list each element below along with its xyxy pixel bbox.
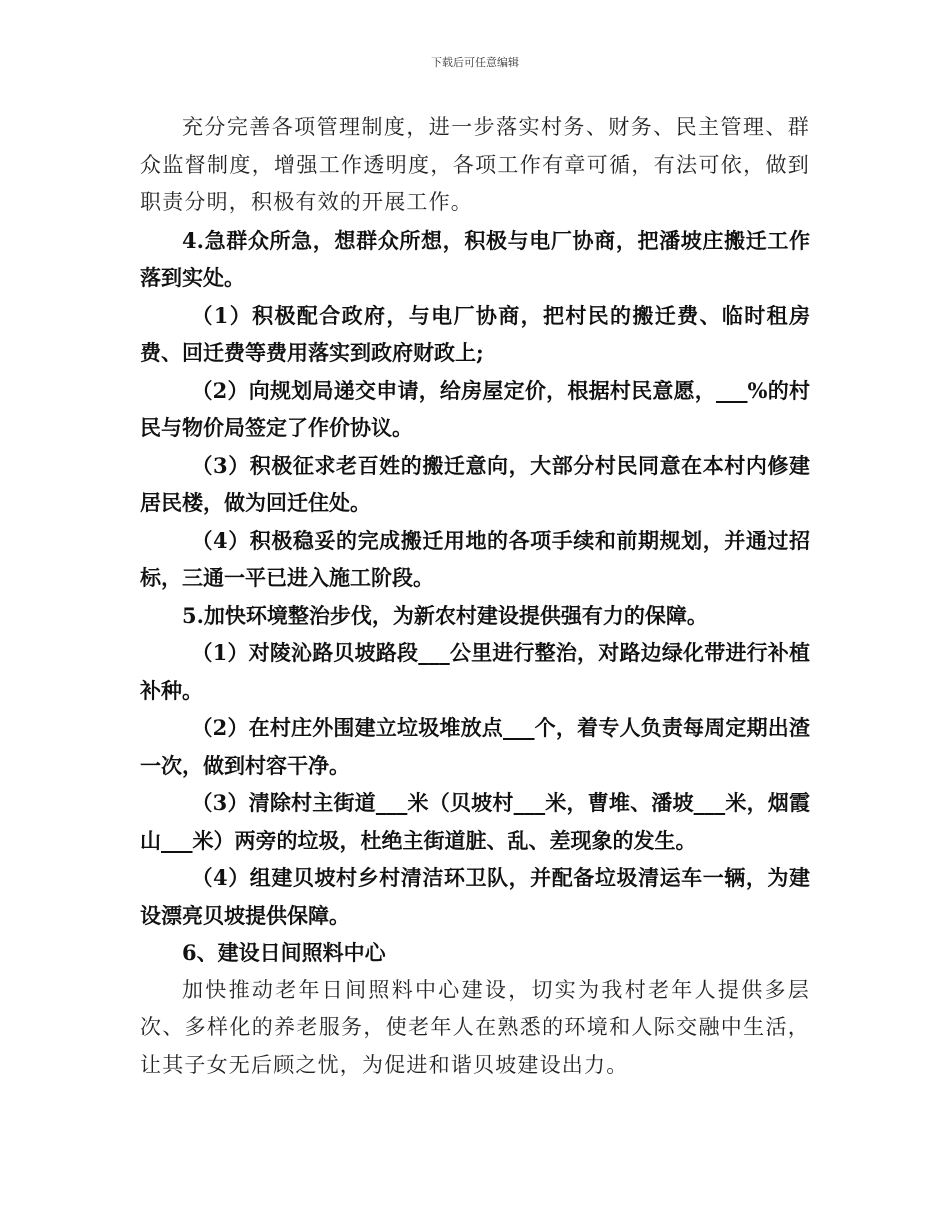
list-item: （3）积极征求老百姓的搬迁意向，大部分村民同意在本村内修建居民楼，做为回迁住处。 [140,452,810,515]
list-item: （1）对陵沁路贝坡路段___公里进行整治，对路边绿化带进行补植补种。 [140,640,810,703]
list-item: （4）积极稳妥的完成搬迁用地的各项手续和前期规划，并通过招标，三通一平已进入施工阶段。 [140,527,810,590]
document-body [140,109,810,1084]
list-item: （1）积极配合政府，与电厂协商，把村民的搬迁费、临时租房费、回迁费等费用落实到政府财政上; [140,302,810,365]
section-heading: 5.加快环境整治步伐，为新农村建设提供强有力的保障。 [182,602,708,628]
list-item: （4）组建贝坡村乡村清洁环卫队，并配备垃圾清运车一辆，为建设漂亮贝坡提供保障。 [140,865,810,928]
section-heading: 4.急群众所急，想群众所想，积极与电厂协商，把潘坡庄搬迁工作落到实处。 [140,227,810,290]
page-header: 下载后可任意编辑 [431,56,519,69]
paragraph: 加快推动老年日间照料中心建设，切实为我村老年人提供多层次、多样化的养老服务，使老年人在熟悉的环境和人际交融中生活，让其子女无后顾之忧，为促进和谐贝坡建设出力。 [140,977,810,1077]
section-heading: 6、建设日间照料中心 [182,940,386,965]
list-item: （2）在村庄外围建立垃圾堆放点___个，着专人负责每周定期出渣一次，做到村容干净。 [140,715,810,778]
list-item: （3）清除村主街道___米（贝坡村___米，曹堆、潘坡___米，烟霞山___米）两旁的垃圾，杜绝主街道脏、乱、差现象的发生。 [140,790,810,853]
paragraph: 充分完善各项管理制度，进一步落实村务、财务、民主管理、群众监督制度，增强工作透明度，各项工作有章可循，有法可依，做到职责分明，积极有效的开展工作。 [140,115,810,214]
list-item: （2）向规划局递交申请，给房屋定价，根据村民意愿，___%的村民与物价局签定了作价协议。 [140,377,810,440]
